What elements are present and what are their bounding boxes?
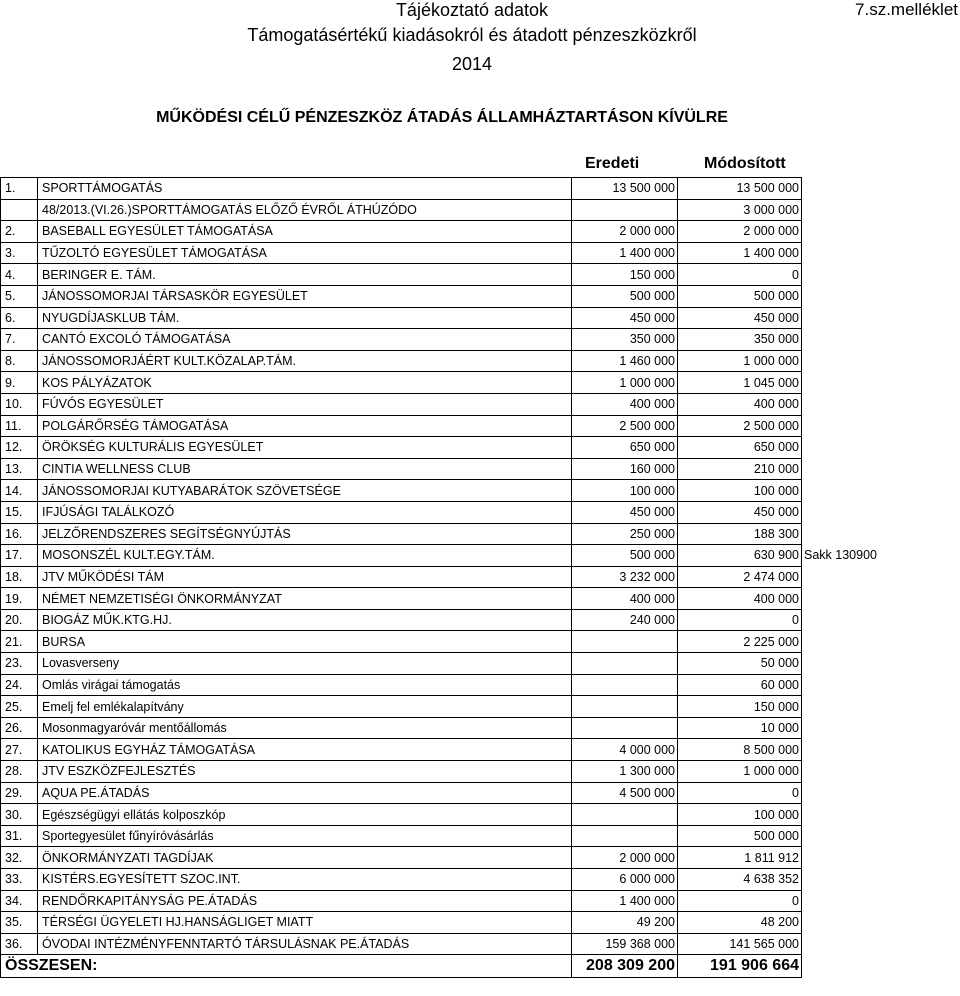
row-name: JÁNOSSOMORJÁÉRT KULT.KÖZALAP.TÁM. bbox=[38, 350, 572, 372]
row-note bbox=[802, 739, 947, 761]
row-note bbox=[802, 307, 947, 329]
table-row bbox=[1, 890, 947, 912]
row-number: 9. bbox=[1, 372, 38, 394]
table-row bbox=[1, 825, 947, 847]
row-number: 10. bbox=[1, 393, 38, 415]
row-note bbox=[802, 242, 947, 264]
row-name: JÁNOSSOMORJAI KUTYABARÁTOK SZÖVETSÉGE bbox=[38, 480, 572, 502]
row-name: CINTIA WELLNESS CLUB bbox=[38, 458, 572, 480]
row-number: 33. bbox=[1, 869, 38, 891]
row-modified-value: 500 000 bbox=[678, 285, 802, 307]
total-note-spacer bbox=[802, 955, 947, 978]
row-modified-value: 150 000 bbox=[678, 696, 802, 718]
row-note bbox=[802, 847, 947, 869]
table-row bbox=[1, 480, 947, 502]
row-name: JELZŐRENDSZERES SEGÍTSÉGNYÚJTÁS bbox=[38, 523, 572, 545]
table-row bbox=[1, 264, 947, 286]
row-name: Egészségügyi ellátás kolposzkóp bbox=[38, 804, 572, 826]
row-modified-value: 4 638 352 bbox=[678, 869, 802, 891]
row-modified-value: 1 000 000 bbox=[678, 761, 802, 783]
row-note bbox=[802, 437, 947, 459]
table-row bbox=[1, 393, 947, 415]
table-row bbox=[1, 609, 947, 631]
row-modified-value: 13 500 000 bbox=[678, 178, 802, 200]
row-number: 14. bbox=[1, 480, 38, 502]
table-row bbox=[1, 458, 947, 480]
row-original-value: 1 460 000 bbox=[572, 350, 678, 372]
table-row bbox=[1, 199, 947, 221]
table-row bbox=[1, 653, 947, 675]
row-original-value bbox=[572, 674, 678, 696]
row-number: 2. bbox=[1, 221, 38, 243]
row-note bbox=[802, 825, 947, 847]
row-modified-value: 0 bbox=[678, 609, 802, 631]
row-note bbox=[802, 415, 947, 437]
row-note bbox=[802, 933, 947, 955]
row-name: BERINGER E. TÁM. bbox=[38, 264, 572, 286]
row-original-value: 240 000 bbox=[572, 609, 678, 631]
table-row bbox=[1, 717, 947, 739]
row-original-value bbox=[572, 825, 678, 847]
table-row bbox=[1, 329, 947, 351]
row-number: 7. bbox=[1, 329, 38, 351]
row-modified-value: 1 811 912 bbox=[678, 847, 802, 869]
table-row bbox=[1, 696, 947, 718]
total-original-value: 208 309 200 bbox=[572, 955, 678, 978]
report-year: 2014 bbox=[451, 54, 493, 74]
row-number: 17. bbox=[1, 545, 38, 567]
table-row bbox=[1, 782, 947, 804]
row-modified-value: 2 000 000 bbox=[678, 221, 802, 243]
row-number: 36. bbox=[1, 933, 38, 955]
row-number: 24. bbox=[1, 674, 38, 696]
row-number: 19. bbox=[1, 588, 38, 610]
table-row bbox=[1, 933, 947, 955]
table-row bbox=[1, 307, 947, 329]
row-modified-value: 141 565 000 bbox=[678, 933, 802, 955]
row-number: 3. bbox=[1, 242, 38, 264]
annex-label: 7.sz.melléklet bbox=[855, 0, 958, 19]
row-note bbox=[802, 285, 947, 307]
row-number: 15. bbox=[1, 501, 38, 523]
row-modified-value: 1 000 000 bbox=[678, 350, 802, 372]
row-number: 12. bbox=[1, 437, 38, 459]
row-note bbox=[802, 631, 947, 653]
row-modified-value: 450 000 bbox=[678, 501, 802, 523]
row-note bbox=[802, 566, 947, 588]
row-original-value bbox=[572, 804, 678, 826]
row-number: 1. bbox=[1, 178, 38, 200]
row-note: Sakk 130900 bbox=[804, 548, 877, 563]
row-note bbox=[802, 329, 947, 351]
row-note bbox=[802, 501, 947, 523]
row-name: RENDŐRKAPITÁNYSÁG PE.ÁTADÁS bbox=[38, 890, 572, 912]
row-original-value: 1 400 000 bbox=[572, 890, 678, 912]
row-number: 21. bbox=[1, 631, 38, 653]
row-note bbox=[802, 221, 947, 243]
row-name: FÚVÓS EGYESÜLET bbox=[38, 393, 572, 415]
row-modified-value: 0 bbox=[678, 890, 802, 912]
row-original-value: 400 000 bbox=[572, 588, 678, 610]
row-modified-value: 60 000 bbox=[678, 674, 802, 696]
row-number: 27. bbox=[1, 739, 38, 761]
row-note bbox=[802, 696, 947, 718]
row-original-value: 160 000 bbox=[572, 458, 678, 480]
row-name: Emelj fel emlékalapítvány bbox=[38, 696, 572, 718]
row-number: 26. bbox=[1, 717, 38, 739]
row-name: CANTÓ EXCOLÓ TÁMOGATÁSA bbox=[38, 329, 572, 351]
row-modified-value: 1 045 000 bbox=[678, 372, 802, 394]
table-row bbox=[1, 674, 947, 696]
row-name: TÉRSÉGI ÜGYELETI HJ.HANSÁGLIGET MIATT bbox=[38, 912, 572, 934]
row-number: 13. bbox=[1, 458, 38, 480]
row-note bbox=[802, 372, 947, 394]
row-number: 16. bbox=[1, 523, 38, 545]
row-original-value bbox=[572, 717, 678, 739]
row-number: 11. bbox=[1, 415, 38, 437]
row-original-value: 2 000 000 bbox=[572, 221, 678, 243]
row-original-value: 500 000 bbox=[572, 545, 678, 567]
table-row bbox=[1, 178, 947, 200]
table-row bbox=[1, 437, 947, 459]
row-modified-value: 188 300 bbox=[678, 523, 802, 545]
row-number bbox=[1, 199, 38, 221]
row-name: JÁNOSSOMORJAI TÁRSASKÖR EGYESÜLET bbox=[38, 285, 572, 307]
row-name: TŰZOLTÓ EGYESÜLET TÁMOGATÁSA bbox=[38, 242, 572, 264]
row-number: 5. bbox=[1, 285, 38, 307]
row-modified-value: 210 000 bbox=[678, 458, 802, 480]
row-original-value: 450 000 bbox=[572, 307, 678, 329]
row-modified-value: 650 000 bbox=[678, 437, 802, 459]
row-note bbox=[802, 350, 947, 372]
row-name: KISTÉRS.EGYESÍTETT SZOC.INT. bbox=[38, 869, 572, 891]
row-number: 28. bbox=[1, 761, 38, 783]
row-original-value bbox=[572, 199, 678, 221]
row-note bbox=[802, 653, 947, 675]
row-name: SPORTTÁMOGATÁS bbox=[38, 178, 572, 200]
row-name: POLGÁRŐRSÉG TÁMOGATÁSA bbox=[38, 415, 572, 437]
row-modified-value: 0 bbox=[678, 782, 802, 804]
row-name: Sportegyesület fűnyíróvásárlás bbox=[38, 825, 572, 847]
row-number: 23. bbox=[1, 653, 38, 675]
row-number: 29. bbox=[1, 782, 38, 804]
row-modified-value: 2 500 000 bbox=[678, 415, 802, 437]
row-original-value: 2 500 000 bbox=[572, 415, 678, 437]
table-row bbox=[1, 588, 947, 610]
row-note bbox=[802, 674, 947, 696]
row-note bbox=[802, 523, 947, 545]
row-note bbox=[802, 458, 947, 480]
row-original-value bbox=[572, 653, 678, 675]
row-number: 18. bbox=[1, 566, 38, 588]
column-header-original: Eredeti bbox=[585, 155, 640, 172]
row-name: JTV MŰKÖDÉSI TÁM bbox=[38, 566, 572, 588]
table-row bbox=[1, 501, 947, 523]
row-number: 34. bbox=[1, 890, 38, 912]
table-row bbox=[1, 847, 947, 869]
row-number: 35. bbox=[1, 912, 38, 934]
row-number: 6. bbox=[1, 307, 38, 329]
row-original-value: 49 200 bbox=[572, 912, 678, 934]
row-note bbox=[802, 199, 947, 221]
total-modified-value: 191 906 664 bbox=[678, 955, 802, 978]
row-original-value: 6 000 000 bbox=[572, 869, 678, 891]
table-row bbox=[1, 285, 947, 307]
table-row bbox=[1, 350, 947, 372]
row-modified-value: 50 000 bbox=[678, 653, 802, 675]
section-title: MŰKÖDÉSI CÉLŰ PÉNZESZKÖZ ÁTADÁS ÁLLAMHÁZTARTÁSON KÍVÜLRE bbox=[156, 109, 728, 126]
row-name: MOSONSZÉL KULT.EGY.TÁM. bbox=[38, 545, 572, 567]
row-modified-value: 400 000 bbox=[678, 393, 802, 415]
row-note bbox=[802, 609, 947, 631]
row-original-value: 250 000 bbox=[572, 523, 678, 545]
row-number: 32. bbox=[1, 847, 38, 869]
table-row bbox=[1, 566, 947, 588]
table-row bbox=[1, 372, 947, 394]
report-subtitle: Támogatásértékű kiadásokról és átadott pénzeszközkről bbox=[247, 25, 697, 45]
funding-table-body bbox=[1, 178, 947, 978]
row-number: 20. bbox=[1, 609, 38, 631]
row-note bbox=[802, 869, 947, 891]
row-number: 25. bbox=[1, 696, 38, 718]
row-modified-value: 3 000 000 bbox=[678, 199, 802, 221]
row-original-value: 150 000 bbox=[572, 264, 678, 286]
row-modified-value: 100 000 bbox=[678, 480, 802, 502]
row-original-value: 159 368 000 bbox=[572, 933, 678, 955]
row-name: Omlás virágai támogatás bbox=[38, 674, 572, 696]
row-note bbox=[802, 264, 947, 286]
table-row bbox=[1, 221, 947, 243]
row-note bbox=[802, 717, 947, 739]
row-name: ÖNKORMÁNYZATI TAGDÍJAK bbox=[38, 847, 572, 869]
row-note bbox=[802, 782, 947, 804]
row-number: 8. bbox=[1, 350, 38, 372]
row-name: NÉMET NEMZETISÉGI ÖNKORMÁNYZAT bbox=[38, 588, 572, 610]
table-row bbox=[1, 869, 947, 891]
row-original-value: 100 000 bbox=[572, 480, 678, 502]
row-note bbox=[802, 912, 947, 934]
row-note bbox=[802, 804, 947, 826]
report-title: Tájékoztató adatok bbox=[395, 0, 549, 20]
row-original-value bbox=[572, 631, 678, 653]
table-row bbox=[1, 761, 947, 783]
row-original-value: 650 000 bbox=[572, 437, 678, 459]
table-row bbox=[1, 242, 947, 264]
row-name: BIOGÁZ MŰK.KTG.HJ. bbox=[38, 609, 572, 631]
row-original-value: 1 400 000 bbox=[572, 242, 678, 264]
row-note bbox=[802, 890, 947, 912]
table-row bbox=[1, 739, 947, 761]
row-modified-value: 10 000 bbox=[678, 717, 802, 739]
row-modified-value: 400 000 bbox=[678, 588, 802, 610]
row-name: ÖRÖKSÉG KULTURÁLIS EGYESÜLET bbox=[38, 437, 572, 459]
row-name: KATOLIKUS EGYHÁZ TÁMOGATÁSA bbox=[38, 739, 572, 761]
row-name: BASEBALL EGYESÜLET TÁMOGATÁSA bbox=[38, 221, 572, 243]
row-original-value: 350 000 bbox=[572, 329, 678, 351]
row-name: NYUGDÍJASKLUB TÁM. bbox=[38, 307, 572, 329]
total-row bbox=[1, 955, 947, 978]
row-modified-value: 8 500 000 bbox=[678, 739, 802, 761]
row-modified-value: 500 000 bbox=[678, 825, 802, 847]
table-row bbox=[1, 804, 947, 826]
row-original-value: 1 000 000 bbox=[572, 372, 678, 394]
row-number: 31. bbox=[1, 825, 38, 847]
row-original-value: 400 000 bbox=[572, 393, 678, 415]
row-original-value: 1 300 000 bbox=[572, 761, 678, 783]
row-modified-value: 2 474 000 bbox=[678, 566, 802, 588]
row-note bbox=[802, 393, 947, 415]
row-name: 48/2013.(VI.26.)SPORTTÁMOGATÁS ELŐZŐ ÉVRŐL ÁTHÚZÓDO bbox=[38, 199, 572, 221]
table-row bbox=[1, 415, 947, 437]
table-row bbox=[1, 545, 947, 567]
row-modified-value: 630 900 bbox=[678, 545, 802, 567]
total-label: ÖSSZESEN: bbox=[1, 955, 572, 978]
row-name: KOS PÁLYÁZATOK bbox=[38, 372, 572, 394]
row-original-value: 3 232 000 bbox=[572, 566, 678, 588]
row-name: JTV ESZKÖZFEJLESZTÉS bbox=[38, 761, 572, 783]
table-row bbox=[1, 523, 947, 545]
row-note bbox=[802, 178, 947, 200]
row-name: ÓVODAI INTÉZMÉNYFENNTARTÓ TÁRSULÁSNAK PE.ÁTADÁS bbox=[38, 933, 572, 955]
row-original-value: 4 000 000 bbox=[572, 739, 678, 761]
row-original-value bbox=[572, 696, 678, 718]
row-original-value: 450 000 bbox=[572, 501, 678, 523]
table-row bbox=[1, 631, 947, 653]
row-modified-value: 48 200 bbox=[678, 912, 802, 934]
row-modified-value: 2 225 000 bbox=[678, 631, 802, 653]
row-name: Mosonmagyaróvár mentőállomás bbox=[38, 717, 572, 739]
row-note bbox=[802, 480, 947, 502]
row-name: AQUA PE.ÁTADÁS bbox=[38, 782, 572, 804]
row-original-value: 13 500 000 bbox=[572, 178, 678, 200]
row-modified-value: 0 bbox=[678, 264, 802, 286]
row-name: Lovasverseny bbox=[38, 653, 572, 675]
row-original-value: 500 000 bbox=[572, 285, 678, 307]
row-note bbox=[802, 761, 947, 783]
row-name: BURSA bbox=[38, 631, 572, 653]
table-row bbox=[1, 912, 947, 934]
funding-table bbox=[0, 177, 947, 978]
row-modified-value: 450 000 bbox=[678, 307, 802, 329]
row-modified-value: 350 000 bbox=[678, 329, 802, 351]
row-modified-value: 100 000 bbox=[678, 804, 802, 826]
row-original-value: 2 000 000 bbox=[572, 847, 678, 869]
row-original-value: 4 500 000 bbox=[572, 782, 678, 804]
row-modified-value: 1 400 000 bbox=[678, 242, 802, 264]
row-number: 30. bbox=[1, 804, 38, 826]
column-header-modified: Módosított bbox=[704, 155, 786, 172]
row-name: IFJÚSÁGI TALÁLKOZÓ bbox=[38, 501, 572, 523]
row-note bbox=[802, 588, 947, 610]
row-number: 4. bbox=[1, 264, 38, 286]
